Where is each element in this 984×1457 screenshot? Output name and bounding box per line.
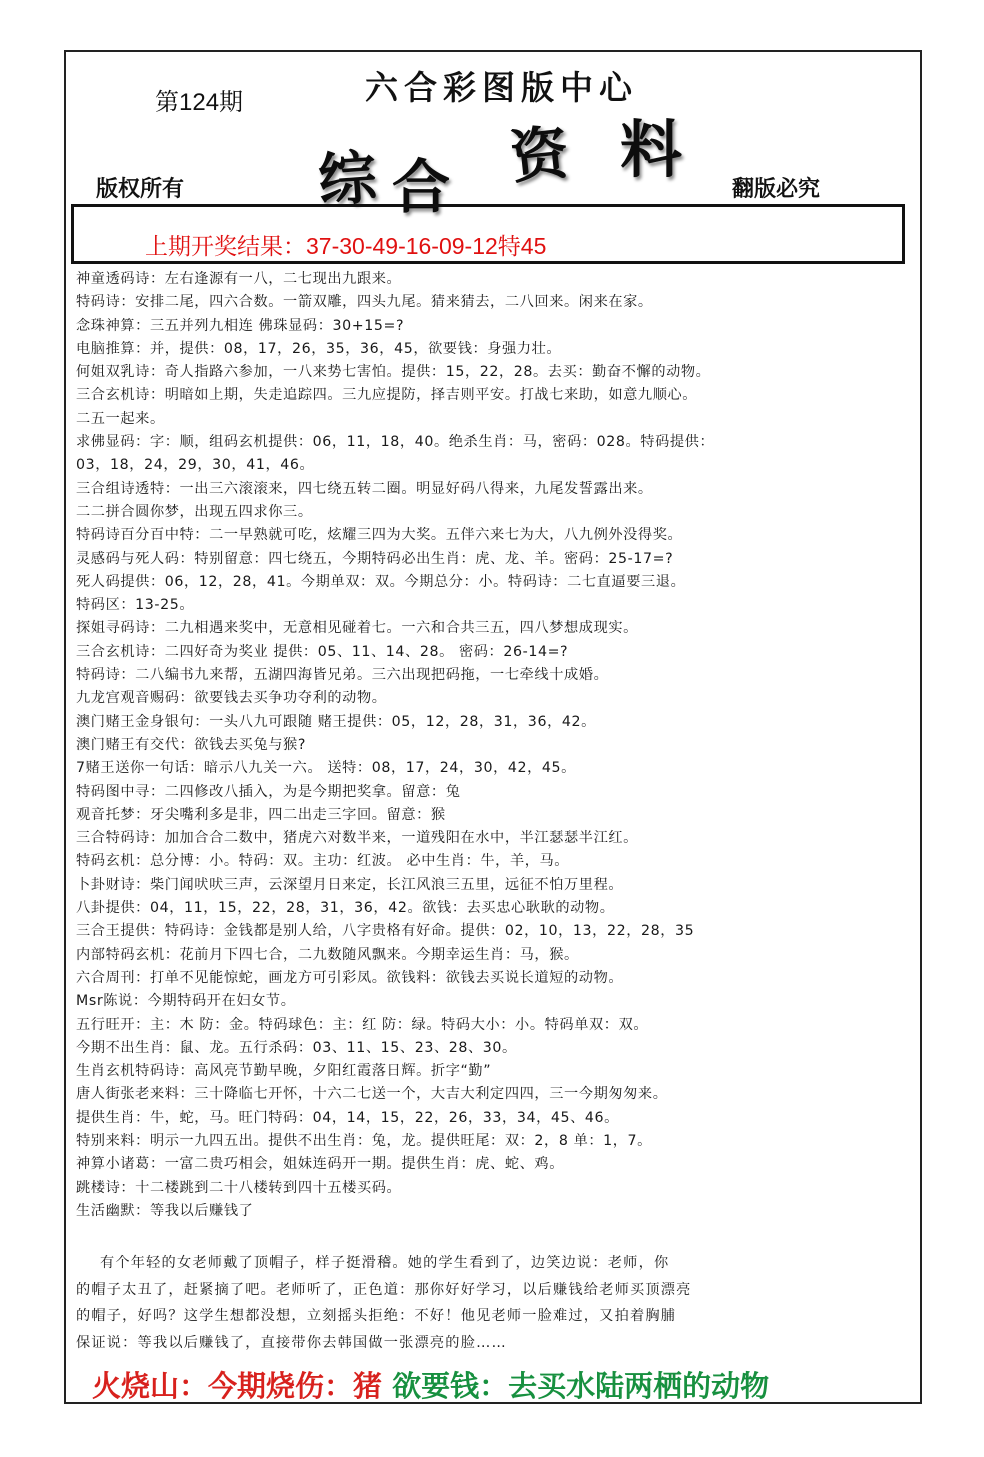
humor-line: 有个年轻的女老师戴了顶帽子，样子挺滑稽。她的学生看到了，边笑边说：老师，你 [100, 1255, 670, 1271]
content-line: 二二拼合圆你梦，出现五四求你三。 [76, 503, 313, 520]
content-line: 念珠神算：三五并列九相连 佛珠显码：30+15=? [76, 317, 405, 334]
footer-banner [92, 1364, 769, 1405]
content-line: 三合玄机诗：二四好奇为奖业 提供：05、11、14、28。 密码：26-14=? [76, 643, 569, 660]
content-line: 死人码提供：06，12，28，41。今期单双：双。今期总分：小。特码诗：二七直逼要三退。 [76, 573, 686, 590]
content-lines [76, 268, 916, 1223]
content-line: 卜卦财诗：柴门闻吠吠三声，云深望月日来定，长江风浪三五里，远征不怕万里程。 [76, 876, 624, 893]
content-line: Msr陈说：今期特码开在妇女节。 [76, 993, 296, 1010]
content-line: 特码区：13-25。 [76, 597, 195, 614]
content-line: 特码诗：安排二尾，四六合数。一箭双雕，四头九尾。猜来猜去，二八回来。闲来在家。 [76, 294, 653, 311]
main-title-char-4: 料 [620, 113, 683, 186]
piracy-warning-label: 翻版必究 [732, 177, 821, 202]
main-title-char-1: 综 [316, 143, 379, 215]
content-line: 内部特码玄机：花前月下四七合，二九数随风飘来。今期幸运生肖：马，猴。 [76, 946, 579, 963]
content-line: 求佛显码：字：顺，组码玄机提供：06，11，18，40。绝杀生肖：马，密码：028。特码提供： [76, 434, 715, 451]
content-line: 03，18，24，29，30，41，46。 [76, 457, 315, 474]
content-line: 电脑推算：并，提供：08，17，26，35，36，45，欲要钱：身强力壮。 [76, 340, 562, 357]
main-title-char-2: 合 [392, 153, 451, 221]
content-line: 观音托梦：牙尖嘴利多是非，四二出走三字回。留意：猴 [76, 806, 446, 823]
content-line: 跳楼诗：十二楼跳到二十八楼转到四十五楼买码。 [76, 1179, 402, 1196]
content-line: 五行旺开：主：木 防：金。特码球色：主：红 防：绿。特码大小：小。特码单双：双。 [76, 1016, 649, 1033]
content-line: 何姐双乳诗：奇人指路六参加，一八来势七害怕。提供：15，22，28。去买：勤奋不懈的动物。 [76, 364, 711, 381]
content-line: 二五一起来。 [76, 410, 165, 427]
last-result-text: 上期开奖结果：37-30-49-16-09-12特45 [145, 233, 547, 259]
content-line: 三合组诗透特：一出三六滚滚来，四七绕五转二圈。明显好码八得来，九尾发誓露出来。 [76, 480, 653, 497]
content-line: 灵感码与死人码：特别留意：四七绕五，今期特码必出生肖：虎、龙、羊。密码：25-17=? [76, 550, 674, 567]
content-line: 神算小诸葛：一富二贵巧相会，姐妹连码开一期。提供生肖：虎、蛇、鸡。 [76, 1156, 564, 1173]
main-title-char-3: 资 [507, 118, 572, 192]
content-line: 特码玄机：总分博：小。特码：双。主功：红波。 必中生肖：牛，羊，马。 [76, 853, 570, 870]
copyright-label: 版权所有 [96, 177, 185, 202]
content-line: 三合特码诗：加加合合二数中，猪虎六对数半来，一道残阳在水中，半江瑟瑟半江红。 [76, 830, 638, 847]
content-line: 今期不出生肖：鼠、龙。五行杀码：03、11、15、23、28、30。 [76, 1039, 517, 1056]
content-line: 特码诗百分百中特：二一早熟就可吃，炫耀三四为大奖。五伴六来七为大，八九例外没得奖。 [76, 527, 683, 544]
content-line: 九龙宫观音赐码：欲要钱去买争功夺利的动物。 [76, 690, 387, 707]
content-line: 7赌王送你一句话：暗示八九关一六。 送特：08，17，24，30，42，45。 [76, 760, 576, 777]
content-line: 澳门赌王金身银句：一头八九可跟随 赌王提供：05，12，28，31，36，42。 [76, 713, 596, 730]
content-line: 神童透码诗：左右逢源有一八，二七现出九跟来。 [76, 271, 402, 287]
content-line: 生肖玄机特码诗：高风亮节勤早晚，夕阳红霞落日辉。折字“勤” [76, 1063, 492, 1080]
content-line: 特别来料：明示一九四五出。提供不出生肖：兔，龙。提供旺尾：双：2，8 单：1，7。 [76, 1132, 652, 1149]
content-line: 特码图中寻：二四修改八插入，为是今期把奖拿。留意：兔 [76, 783, 461, 800]
content-line: 特码诗：二八编书九来帮，五湖四海皆兄弟。三六出现把码拖，一七牵线十成婚。 [76, 667, 609, 684]
content-line: 澳门赌王有交代：欲钱去买兔与猴? [76, 736, 306, 753]
content-line: 提供生肖：牛，蛇，马。旺门特码：04，14，15，22，26，33，34，45、46。 [76, 1109, 619, 1126]
content-line: 三合王提供：特码诗：金钱都是别人给，八字贵格有好命。提供：02，10，13，22，28，35 [76, 923, 695, 940]
humor-line: 的帽子太丑了，赶紧摘了吧。老师听了，正色道：那你好好学习，以后赚钱给老师买顶漂亮 [76, 1281, 692, 1298]
publisher-title: 六合彩图版中心 [365, 68, 638, 107]
footer-red-text: 火烧山：今期烧伤：猪 [92, 1369, 383, 1403]
content-line: 八卦提供：04，11，15，22，28，31，36，42。欲钱：去买忠心耿耿的动物。 [76, 900, 615, 917]
content-line: 唐人街张老来料：三十降临七开怀，十六二七送一个，大吉大利定四四，三一今期匆匆来。 [76, 1086, 668, 1103]
humor-line: 保证说：等我以后赚钱了，直接带你去韩国做一张漂亮的脸…… [76, 1334, 507, 1351]
issue-number: 第124期 [155, 89, 244, 116]
humor-paragraph [76, 1250, 876, 1356]
content-line: 生活幽默：等我以后赚钱了 [76, 1202, 254, 1219]
content-line: 探姐寻码诗：二九相遇来奖中，无意相见碰着七。一六和合共三五，四八梦想成现实。 [76, 620, 638, 637]
content-line: 六合周刊：打单不见能惊蛇，画龙方可引彩凤。欲钱料：欲钱去买说长道短的动物。 [76, 969, 624, 986]
footer-green-text: 欲要钱：去买水陆两栖的动物 [392, 1369, 770, 1403]
humor-line: 的帽子，好吗？这学生想都没想，立刻摇头拒绝：不好！他见老师一脸难过，又拍着胸脯 [76, 1308, 677, 1324]
content-line: 三合玄机诗：明暗如上期，失走追踪四。三九应提防，择吉则平安。打战七来助，如意九顺心。 [76, 387, 698, 404]
